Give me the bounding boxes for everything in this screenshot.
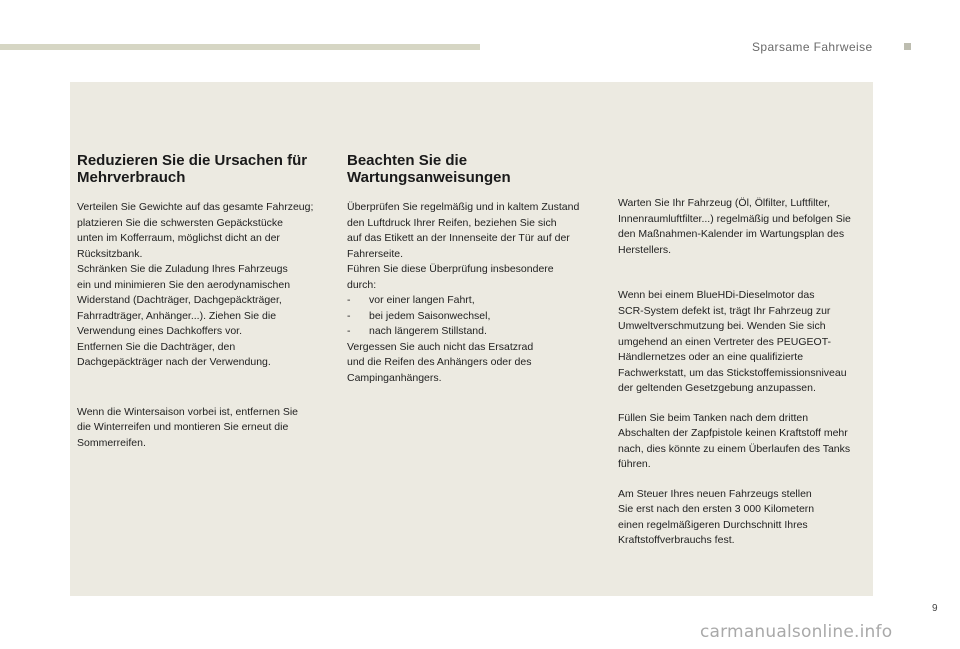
list-item: - bei jedem Saisonwechsel,: [347, 309, 602, 325]
list-item: - nach längerem Stillstand.: [347, 324, 602, 340]
header-accent-bar: [0, 44, 480, 50]
heading-reduce-causes: Reduzieren Sie die Ursachen für Mehrverbrauch: [77, 152, 308, 186]
paragraph-spare-wheel: Vergessen Sie auch nicht das Ersatzrad und die Reifen des Anhängers oder des Campinganhängers.: [347, 340, 534, 384]
heading-maintenance: Beachten Sie die Wartungsanweisungen: [347, 152, 511, 186]
paragraph-refuelling: Füllen Sie beim Tanken nach dem dritten Abschalten der Zapfpistole keinen Kraftstoff mehr nach, dies könnte zu einem Überlaufen des Tanks führen.: [618, 411, 851, 470]
column-maintenance-continued: [618, 196, 868, 549]
paragraph-tyre-pressure: Überprüfen Sie regelmäßig und in kaltem Zustand den Luftdruck Ihrer Reifen, beziehen Sie sich auf das Etikett an der Innenseite der Tür auf der Fahrerseite. Führen Sie diese Überprüfung insbesondere durch:: [347, 201, 580, 291]
paragraph-winter-tyres: Wenn die Wintersaison vorbei ist, entfernen Sie die Winterreifen und montieren Sie erneut die Sommerreifen.: [77, 405, 299, 449]
paragraph-service-schedule: Warten Sie Ihr Fahrzeug (Öl, Ölfilter, Luftfilter, Innenraumluftfilter...) regelmäßig und befolgen Sie den Maßnahmen-Kalender im Wartungsplan des Herstellers.: [618, 197, 851, 256]
watermark-link[interactable]: carmanualsonline.info: [700, 622, 893, 642]
check-occasions-list: [347, 293, 602, 340]
paragraph-run-in: Am Steuer Ihres neuen Fahrzeugs stellen Sie erst nach den ersten 3 000 Kilometern einen regelmäßigeren Durchschnitt Ihres Kraftstoffverbrauchs fest.: [618, 487, 815, 546]
column-maintenance: [347, 152, 602, 386]
list-item: - vor einer langen Fahrt,: [347, 293, 602, 309]
section-title: Sparsame Fahrweise: [752, 40, 873, 54]
page-number: 9: [932, 603, 938, 614]
content-panel: [70, 82, 873, 596]
section-marker: [904, 43, 911, 50]
paragraph-scr-system: Wenn bei einem BlueHDi-Dieselmotor das SCR-System defekt ist, trägt Ihr Fahrzeug zur Umweltverschmutzung bei. Wenden Sie sich umgehend an einen Vertreter des PEUGEOT- Händlernetzes oder an eine qualifizierte Fachwerkstatt, um das Stickstoffemissionsniveau der geltenden Gesetzgebung anzupassen.: [618, 289, 847, 394]
column-fuel-causes: [77, 152, 327, 451]
paragraph-weight-distribution: Verteilen Sie Gewichte auf das gesamte Fahrzeug; platzieren Sie die schwersten Gepäckstücke unten im Kofferraum, möglichst dicht an der Rücksitzbank. Schränken Sie die Zuladung Ihres Fahrzeugs ein und minimieren Sie den aerodynamischen Widerstand (Dachträger, Dachgepäckträger, Fahrradträger, Anhänger...). Ziehen Sie die Verwendung eines Dachkoffers vor. Entfernen Sie die Dachträger, den Dachgepäckträger nach der Verwendung.: [77, 201, 314, 368]
